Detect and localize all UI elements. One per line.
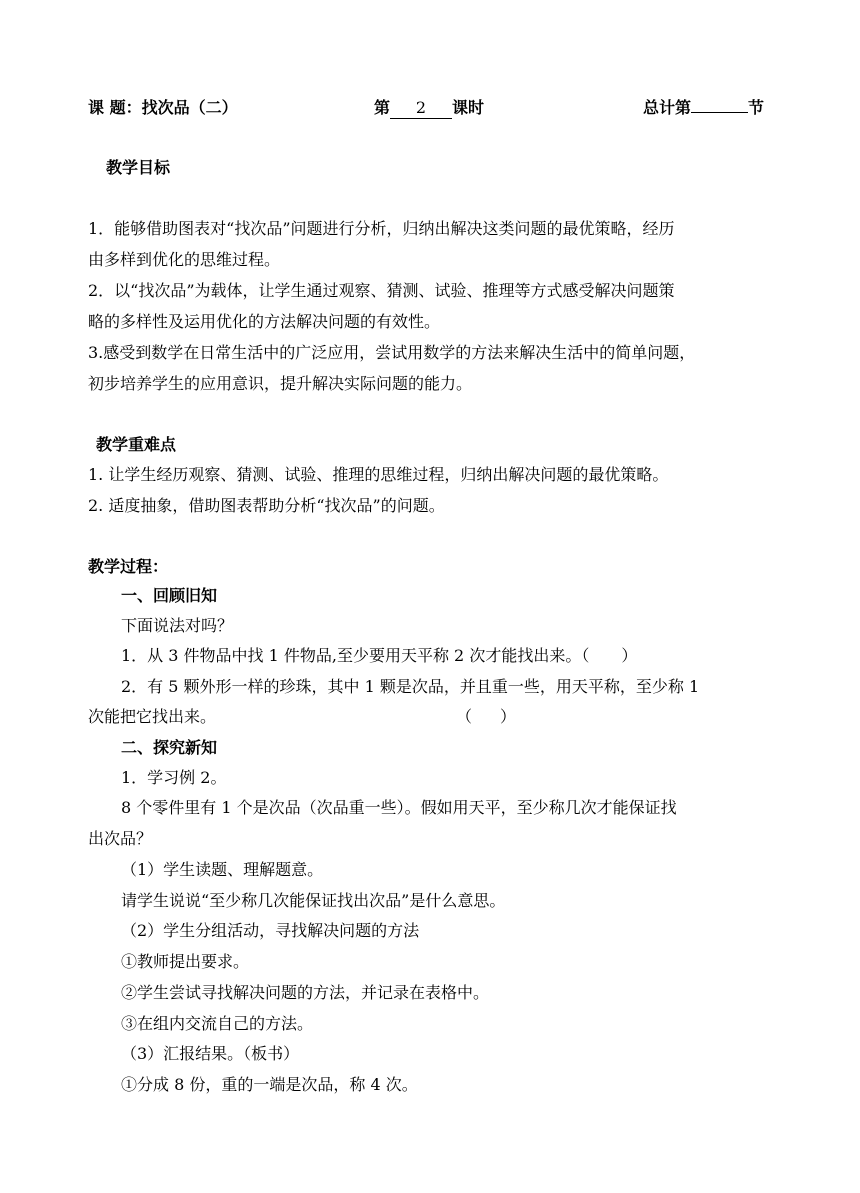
question-2-line2: 次能把它找出来。 [88,707,217,726]
objective-line: 略的多样性及运用优化的方法解决问题的有效性。 [88,312,441,331]
question-2-parens [456,707,516,727]
section2-line: 8 个零件里有 1 个是次品（次品重一些）。假如用天平，至少称几次才能保证找 [121,798,677,817]
section2-line: （1）学生读题、理解题意。 [121,860,324,879]
topic-label: 课 题： [88,98,142,117]
process-heading: 教学过程： [88,557,169,576]
objective-line: 由多样到优化的思维过程。 [88,250,281,269]
total-line [643,98,764,118]
key-point-line: 1. 让学生经历观察、猜测、试验、推理的思维过程，归纳出解决问题的最优策略。 [88,465,669,484]
section1-title: 一、回顾旧知 [121,586,218,605]
total-prefix: 总计第 [643,98,692,117]
lesson-line [374,98,484,119]
objective-line: 2．以“找次品”为载体，让学生通过观察、猜测、试验、推理等方式感受解决问题策 [88,281,675,300]
section2-line: ②学生尝试寻找解决问题的方法，并记录在表格中。 [121,983,490,1002]
section2-title: 二、探究新知 [121,738,218,757]
question-2-line1: 2．有 5 颗外形一样的珍珠，其中 1 颗是次品，并且重一些，用天平称，至少称 1 [121,677,700,696]
lesson-prefix: 第 [374,98,391,117]
section2-line: 1．学习例 2。 [121,768,227,787]
question-2-close-paren: ） [500,707,517,726]
question-2-open-paren: （ [456,707,473,726]
section2-line: 出次品？ [88,829,153,848]
objectives-heading: 教学目标 [106,158,171,177]
topic-title: 找次品（二） [141,98,238,117]
section2-line: ①教师提出要求。 [121,952,250,971]
section2-line: （2）学生分组活动，寻找解决问题的方法 [121,921,420,940]
section2-line: （3）汇报结果。（板书） [121,1044,300,1063]
topic-line [88,98,238,118]
lesson-suffix: 课时 [452,98,485,117]
section2-line: 请学生说说“至少称几次能保证找出次品”是什么意思。 [121,891,506,910]
total-suffix: 节 [748,98,765,117]
lesson-number: 2 [390,98,452,119]
section2-line: ③在组内交流自己的方法。 [121,1014,314,1033]
objective-line: 初步培养学生的应用意识，提升解决实际问题的能力。 [88,374,473,393]
section2-line: ①分成 8 份，重的一端是次品，称 4 次。 [121,1075,418,1094]
total-number [691,112,748,113]
objective-line: 3.感受到数学在日常生活中的广泛应用，尝试用数学的方法来解决生活中的简单问题， [88,343,696,362]
question-1-text: 1．从 3 件物品中找 1 件物品,至少要用天平称 2 次才能找出来。（ [121,646,590,665]
question-1-close-paren: ） [621,646,638,665]
question-1 [121,646,637,666]
key-points-heading: 教学重难点 [96,435,177,454]
key-point-line: 2. 适度抽象，借助图表帮助分析“找次品”的问题。 [88,496,445,515]
objective-line: 1．能够借助图表对“找次品”问题进行分析，归纳出解决这类问题的最优策略，经历 [88,219,675,238]
section1-intro: 下面说法对吗？ [121,616,234,635]
